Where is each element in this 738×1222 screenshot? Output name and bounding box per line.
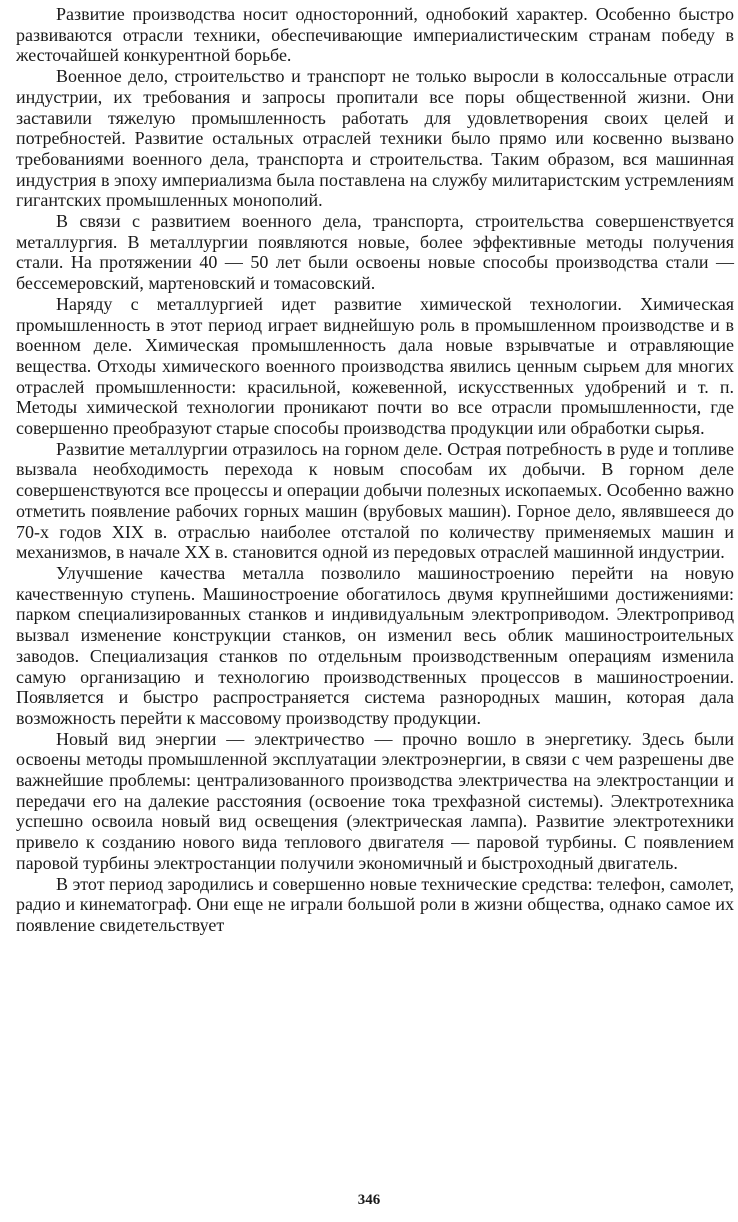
page-body bbox=[16, 4, 734, 936]
page-number: 346 bbox=[357, 1192, 381, 1208]
paragraph-7: Новый вид энергии — электричество — прочно вошло в энергетику. Здесь были освоены методы промышленной эксплуатации электроэнергии, в связи с чем разрешены две важнейшие проблемы: централизованного производства электричества на электростанции и передачи его на далекие расстояния (освоение тока трехфазной системы). Электротехника успешно освоила новый вид освещения (электрическая лампа). Развитие электротехники привело к созданию нового вида теплового двигателя — паровой турбины. С появлением паровой турбины электростанции получили экономичный и быстроходный двигатель. bbox=[16, 728, 734, 873]
paragraph-4: Наряду с металлургией идет развитие химической технологии. Химическая промышленность в этот период играет виднейшую роль в промышленном производстве и в военном деле. Химическая промышленность дала новые взрывчатые и отравляющие вещества. Отходы химического военного производства явились ценным сырьем для многих отраслей промышленности: красильной, кожевенной, искусственных удобрений и т. п. Методы химической технологии проникают почти во все отрасли промышленности, где совершенно преобразуют старые способы производства продукции или обработки сырья. bbox=[16, 293, 734, 439]
paragraph-2: Военное дело, строительство и транспорт не только выросли в колоссальные отрасли индустрии, их требования и запросы пропитали все поры общественной жизни. Они заставили тяжелую промышленность работать для удовлетворения своих целей и потребностей. Развитие остальных отраслей техники было прямо или косвенно вызвано требованиями военного дела, транспорта и строительства. Таким образом, вся машинная индустрия в эпоху империализма была поставлена на службу милитаристским устремлениям гигантских промышленных монополий. bbox=[16, 66, 734, 211]
paragraph-3: В связи с развитием военного дела, транспорта, строительства совершенствуется металлургия. В металлургии появляются новые, более эффективные методы получения стали. На протяжении 40 — 50 лет были освоены новые способы производства стали — бессемеровский, мартеновский и томасовский. bbox=[16, 211, 734, 294]
paragraph-1: Развитие производства носит односторонний, однобокий характер. Особенно быстро развиваются отрасли техники, обеспечивающие империалистическим странам победу в жесточайшей конкурентной борьбе. bbox=[16, 4, 734, 66]
paragraph-6: Улучшение качества металла позволило машиностроению перейти на новую качественную ступень. Машиностроение обогатилось двумя крупнейшими достижениями: парком специализированных станков и индивидуальным электроприводом. Электропривод вызвал изменение конструкции станков, он изменил весь облик машиностроительных заводов. Специализация станков по отдельным производственным операциям изменила самую организацию и технологию производственных процессов в машиностроении. Появляется и быстро распространяется система разнородных машин, которая дала возможность перейти к массовому производству продукции. bbox=[16, 562, 734, 728]
paragraph-5: Развитие металлургии отразилось на горном деле. Острая потребность в руде и топливе вызвала необходимость перехода к новым способам их добычи. В горном деле совершенствуются все процессы и операции добычи полезных ископаемых. Особенно важно отметить появление рабочих горных машин (врубовых машин). Горное дело, являвшееся до 70-х годов XIX в. отраслью наиболее отсталой по количеству применяемых машин и механизмов, в начале XX в. становится одной из передовых отраслей машинной индустрии. bbox=[16, 438, 734, 563]
paragraph-8: В этот период зародились и совершенно новые технические средства: телефон, самолет, радио и кинематограф. Они еще не играли большой роли в жизни общества, однако самое их появление свидетельствует bbox=[16, 873, 734, 935]
